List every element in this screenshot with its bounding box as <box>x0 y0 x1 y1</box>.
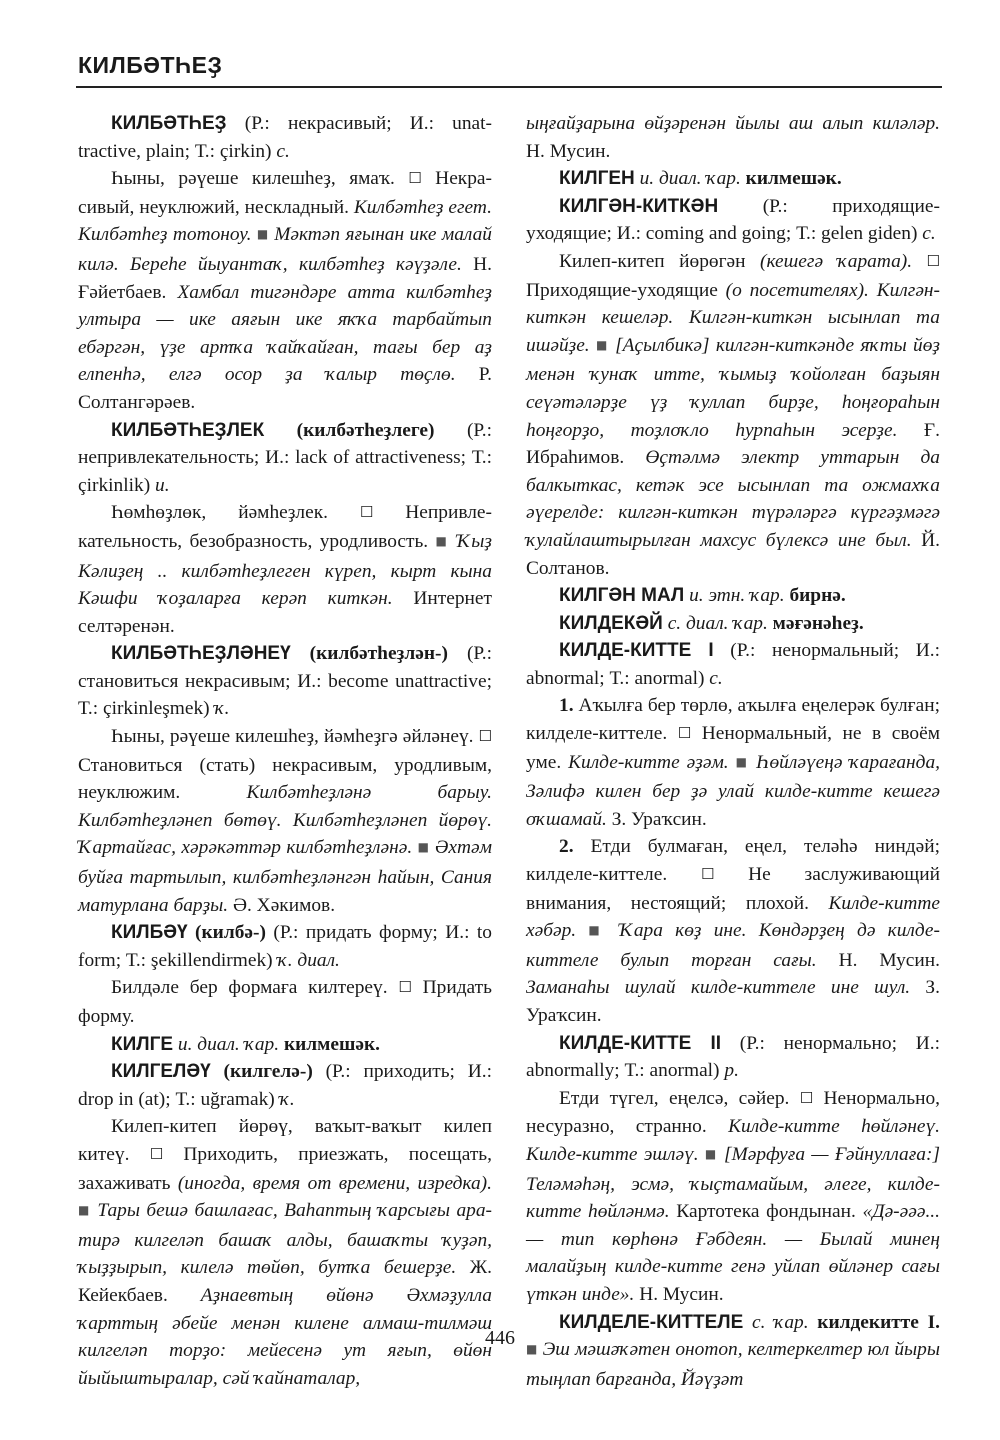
source-text: З. Ураҡсин. <box>606 808 707 830</box>
example-text: Ҡыҙ Кәлиҙең .. килбәтһеҙлеген күреп, кырт кына Кәшфи ҡоҙаларға керәп киткән. <box>78 530 492 610</box>
square-outline-icon: ☐ <box>799 1088 814 1107</box>
definition-text: Килеп-китеп йөрөгән <box>559 250 760 272</box>
definition <box>78 1113 492 1392</box>
stem-form: (килбәтһеҙлеге) <box>264 419 435 441</box>
right-column <box>526 110 940 1393</box>
example-text: Аҙнаевтың өйөнә Әхмәҙулла ҡарттың әбейе менән килене алмаш-тилмәш килгеләп торҙо: мейесенә ут яғып, өйөн йыйыштыралар, сәй ҡайнаталар, <box>78 1284 492 1389</box>
filled-square-icon: ■ <box>588 923 608 938</box>
headword: КИЛБӘТҺЕҘЛЕК <box>111 419 265 441</box>
example-text: Һөйләүеңә ҡарағанда, Зәлифә килен бер ҙә улай килде-китте кешегә оҡшамай. <box>526 751 940 830</box>
source-text: Н. Мусин. <box>634 1283 724 1305</box>
square-outline-icon: ☐ <box>408 169 422 188</box>
filled-square-icon: ■ <box>526 1342 538 1357</box>
translation-text: Становиться (стать) некрасивым, уродливым, неуклюжим. <box>78 754 492 804</box>
example-text: Мәктәп яғынан ике малай килә. Береһе йыуантаҡ, килбәтһеҙ кәүҙәле. <box>78 224 492 275</box>
square-outline-icon: ☐ <box>677 724 692 743</box>
definition-text: Һөмһөҙлөк, йәмһеҙлек. <box>111 502 360 524</box>
entry-kilbathethlaneu <box>78 640 492 723</box>
source-text: Ғ. Ибраһимов. <box>526 419 940 469</box>
translations: (Р.: ненормально; И.: abnormally; Т.: anormal) <box>526 1032 940 1082</box>
filled-square-icon: ■ <box>417 840 430 855</box>
definition <box>78 723 492 919</box>
translation-text: Не заслуживающий внимания, нестоящий; плохой. <box>526 864 940 914</box>
headword: КИЛДЕ-КИТТЕ II <box>559 1032 722 1054</box>
part-of-speech: с. диал. ҡар. <box>662 612 773 634</box>
translation-text: Приходить, приезжать, посещать, захаживать <box>78 1143 492 1194</box>
definition <box>78 499 492 640</box>
definition <box>78 974 492 1030</box>
part-of-speech: и. диал. ҡар. <box>173 1033 284 1055</box>
entry-kilgan-kitkan <box>526 193 940 248</box>
part-of-speech: с. <box>709 667 723 689</box>
source-text: Картотека фондынан. <box>669 1201 863 1223</box>
part-of-speech: ҡ. диал. <box>277 949 340 971</box>
entry-kildele-kittele <box>526 1309 940 1394</box>
translations: (Р.: становиться некрасивым; И.: become unattractive; Т.: çirkinleşmek) <box>78 643 492 720</box>
headword: КИЛГЕ <box>111 1033 174 1055</box>
part-of-speech: и. этн. ҡар. <box>684 585 790 607</box>
translations: (Р.: некрасивый; И.: unattractive, plain; Т.: çirkin) <box>78 113 492 162</box>
definition-text: Һыны, рәүеше килешһеҙ, йәмһеҙгә әйләнеү. <box>111 726 479 748</box>
example-text: Ҡара көҙ ине. Көндәрҙең дә килде-киттеле булып торған сағы. <box>526 920 940 971</box>
translation-text: Придать форму. <box>78 977 492 1027</box>
usage-note: (иногда, время от времени, изредка). <box>177 1172 492 1194</box>
source-text: Н. Мусин. <box>816 949 940 971</box>
usage-note: (кешегә ҡарата). <box>760 250 913 272</box>
source-text: Р. Солтангәрәев. <box>78 364 492 413</box>
example-text: Килде-китте әҙәм. <box>568 751 736 773</box>
sense-1 <box>526 692 940 833</box>
sense-2 <box>526 833 940 1029</box>
square-outline-icon: ☐ <box>926 251 940 270</box>
cross-reference: мәғәнәһеҙ. <box>772 612 864 634</box>
entry-kildekay <box>526 610 940 638</box>
source-text: Ж. Кейекбаев. <box>78 1257 492 1306</box>
cross-reference: килмешәк. <box>745 168 842 190</box>
part-of-speech: с. <box>922 223 936 245</box>
headword: КИЛБӘТҺЕҘЛӘНЕҮ <box>111 643 291 665</box>
square-outline-icon: ☐ <box>359 503 374 522</box>
entry-kilbatheth <box>78 110 492 165</box>
part-of-speech: с. ҡар. <box>743 1311 818 1333</box>
definition <box>526 1085 940 1309</box>
translations: (Р.: придать форму; И.: to form; Т.: şekillendirmek) <box>78 922 493 971</box>
headword: КИЛГӘН МАЛ <box>559 585 685 607</box>
definition-text: Етди түгел, еңелсә, сәйер. <box>559 1087 800 1109</box>
translations: (Р.: непривлекательность; И.: lack of attractiveness; Т.: çirkinlik) <box>78 419 492 496</box>
translation-text: Ненормально, несуразно, странно. <box>526 1087 940 1138</box>
entry-kilde-kitte-1 <box>526 637 940 692</box>
definition-text: Һыны, рәүеше килешһеҙ, ямаҡ. <box>111 168 409 190</box>
example-text: (о посетителях). Килгән-киткән кешеләр. Килгән-киткән ысынлап та ишәйҙе. <box>526 279 940 356</box>
headword: КИЛГӘН-КИТКӘН <box>559 195 719 217</box>
definition <box>78 165 492 416</box>
translations: (Р.: приходящие-уходящие; И.: coming and going; Т.: gelen giden) <box>526 195 940 245</box>
translation-text: Непривлекательность, безобразность, уродливость. <box>78 502 492 552</box>
cross-reference: килмешәк. <box>283 1033 380 1055</box>
filled-square-icon: ■ <box>735 754 750 769</box>
entry-kilgelaeu <box>78 1058 492 1113</box>
source-text: Н. Ғәйетбаев. <box>78 253 492 303</box>
stem-form: (килбәтһеҙлән-) <box>290 643 448 665</box>
translation-text: Ненормальный, не в своём уме. <box>526 723 940 773</box>
headword: КИЛГЕЛӘҮ <box>111 1061 211 1083</box>
page-number: 446 <box>485 1327 515 1349</box>
example-text: ыңғайҙарына өйҙәренән йылы аш алып киләләр. <box>526 113 940 134</box>
entry-kilge <box>78 1031 492 1059</box>
filled-square-icon: ■ <box>704 1146 718 1161</box>
definition-text: Килеп-китеп йөрөү, ваҡыт-ваҡыт килеп китеү. <box>78 1116 492 1165</box>
filled-square-icon: ■ <box>435 533 450 548</box>
part-of-speech: и. диал. ҡар. <box>634 168 746 190</box>
example-text: Килде-китте һөйләнеү. Килде-китте эшләү. <box>526 1116 941 1165</box>
source-text: Й. Солтанов. <box>526 529 940 579</box>
example-text: «Дә-әәә...— тип көрһөнә Ғәбдеян. — Былай минең малайҙың килде-китте генә уйлап өйләнер сағы үткән инде». <box>526 1201 941 1305</box>
translations: (Р.: ненормальный; И.: abnormal; Т.: anormal) <box>526 640 940 689</box>
cross-reference: бирнә. <box>789 585 846 607</box>
part-of-speech: ҡ. <box>214 698 230 720</box>
entry-kilbathethlek <box>78 417 492 500</box>
square-outline-icon: ☐ <box>398 978 412 997</box>
example-text: Өҫтәлмә электр уттарын да балкыткас, кетәк эсе ысынлап та ожмахҡа әүерелде: килгән-киткән түрәләргә күргәҙмәгә ҡулайлаштырылған махсус бүлексә ине был. <box>526 447 940 551</box>
source-text: Ә. Хәкимов. <box>228 894 336 916</box>
definition <box>526 248 940 582</box>
part-of-speech: и. <box>155 474 170 496</box>
source-text: Н. Мусин. <box>526 140 611 162</box>
translation-text: Приходящие-уходящие <box>526 279 726 301</box>
example-text: Заманаһы шулай килде-киттеле ине шул. <box>526 977 911 999</box>
filled-square-icon: ■ <box>595 337 609 352</box>
entry-kilde-kitte-2 <box>526 1030 940 1085</box>
translation-text: Некрасивый, неуклюжий, нескладный. <box>78 168 492 218</box>
example-text: Тары бешә башлағас, Ваһаптың ҡарсығы ара-тирә килгеләп башаҡ алды, башаҡты ҡуҙәп, ҡыҙҙырып, килелә төйөп, бутҡа бешерҙе. <box>78 1200 492 1279</box>
example-text: Эш мәшәҡәтен онотоп, келтеркелтер юл йыры тыңлап барғанда, Йәүҙәт <box>526 1339 940 1390</box>
square-outline-icon: ☐ <box>478 727 492 746</box>
headword: КИЛБӘҮ <box>111 922 188 944</box>
definition-text: Билдәле бер формаға килтереү. <box>111 977 399 999</box>
stem-form: (килгелә-) <box>210 1061 313 1083</box>
example-text: [Мәрфуға — Ғәйнуллаға:] Теләмәһәң, эсмә, ҡыҫтамайым, әлеге, килде-китте һөйләнмә. <box>526 1143 940 1223</box>
example-text: Килде-китте хәбәр. <box>526 892 940 942</box>
source-text: З. Ураҡсин. <box>526 977 940 1026</box>
header-rule <box>76 86 942 88</box>
square-outline-icon: ☐ <box>700 865 715 884</box>
example-text: Әхтәм буйға тартылып, килбәтһеҙләнгән һайын, Сания матурлана барҙы. <box>78 837 492 916</box>
filled-square-icon: ■ <box>256 227 269 242</box>
part-of-speech: ҡ. <box>279 1088 295 1110</box>
part-of-speech: с. <box>276 140 290 162</box>
left-column <box>78 110 492 1392</box>
filled-square-icon: ■ <box>78 1203 91 1218</box>
sense-number: 2. <box>559 836 574 858</box>
definition-text: Етди булмаған, еңел, теләһә ниндәй; килделе-киттеле. <box>526 836 940 886</box>
definition-text: Аҡылға бер төрлө, аҡылға еңелерәк булған; килделе-киттеле. <box>526 695 940 745</box>
running-head: КИЛБӘТҺЕҘ <box>78 52 223 78</box>
definition-continued <box>526 110 940 165</box>
example-text: Хамбал тигәндәре атта килбәтһеҙ ултыра — ике аяғын ике яҡҡа тарбайтып ебәргән, үҙе артҡа ҡайҡайған, тағы бер аҙ елпенһә, елгә осор ҙа ҡалыр төҫлө. <box>78 281 492 386</box>
headword: КИЛДЕ-КИТТЕ I <box>559 640 714 662</box>
example-text: [Аҫылбикә] килгән-киткәнде яҡты йөҙ менән ҡунаҡ итте, ҡымыҙ ҡойолған баҙыян сеүәтәләрҙе үҙ ҡуллап бирҙе, һоңғораһын һоңғорҙо, тоҙлоҡло һурпаһын эсерҙе. <box>526 334 940 441</box>
headword: КИЛБӘТҺЕҘ <box>111 113 227 134</box>
square-outline-icon: ☐ <box>149 1144 164 1163</box>
example-text: Килбәтһеҙ егет. Килбәтһеҙ тотоноу. <box>78 196 492 246</box>
stem-form: (килбә-) <box>187 922 266 944</box>
entry-kilgan-mal <box>526 582 940 610</box>
example-text: Килбәтһеҙләнә барыу. Килбәтһеҙләнеп бөтөү. Килбәтһеҙләнеп йөрөү. Ҡартайғас, хәрәкәттәр килбәтһеҙләнә. <box>78 782 492 859</box>
headword: КИЛДЕЛЕ-КИТТЕЛЕ <box>559 1311 744 1333</box>
sense-number: 1. <box>559 695 574 717</box>
translations: (Р.: приходить; И.: drop in (at); Т.: uğramak) <box>78 1061 492 1110</box>
cross-reference: килдекитте I. <box>817 1311 940 1333</box>
entry-kilgen <box>526 165 940 193</box>
source-text: Интернет селтәренән. <box>78 588 492 637</box>
headword: КИЛДЕКӘЙ <box>559 612 663 634</box>
entry-kilbaeu <box>78 919 492 974</box>
headword: КИЛГЕН <box>559 168 635 190</box>
part-of-speech: р. <box>724 1060 739 1082</box>
